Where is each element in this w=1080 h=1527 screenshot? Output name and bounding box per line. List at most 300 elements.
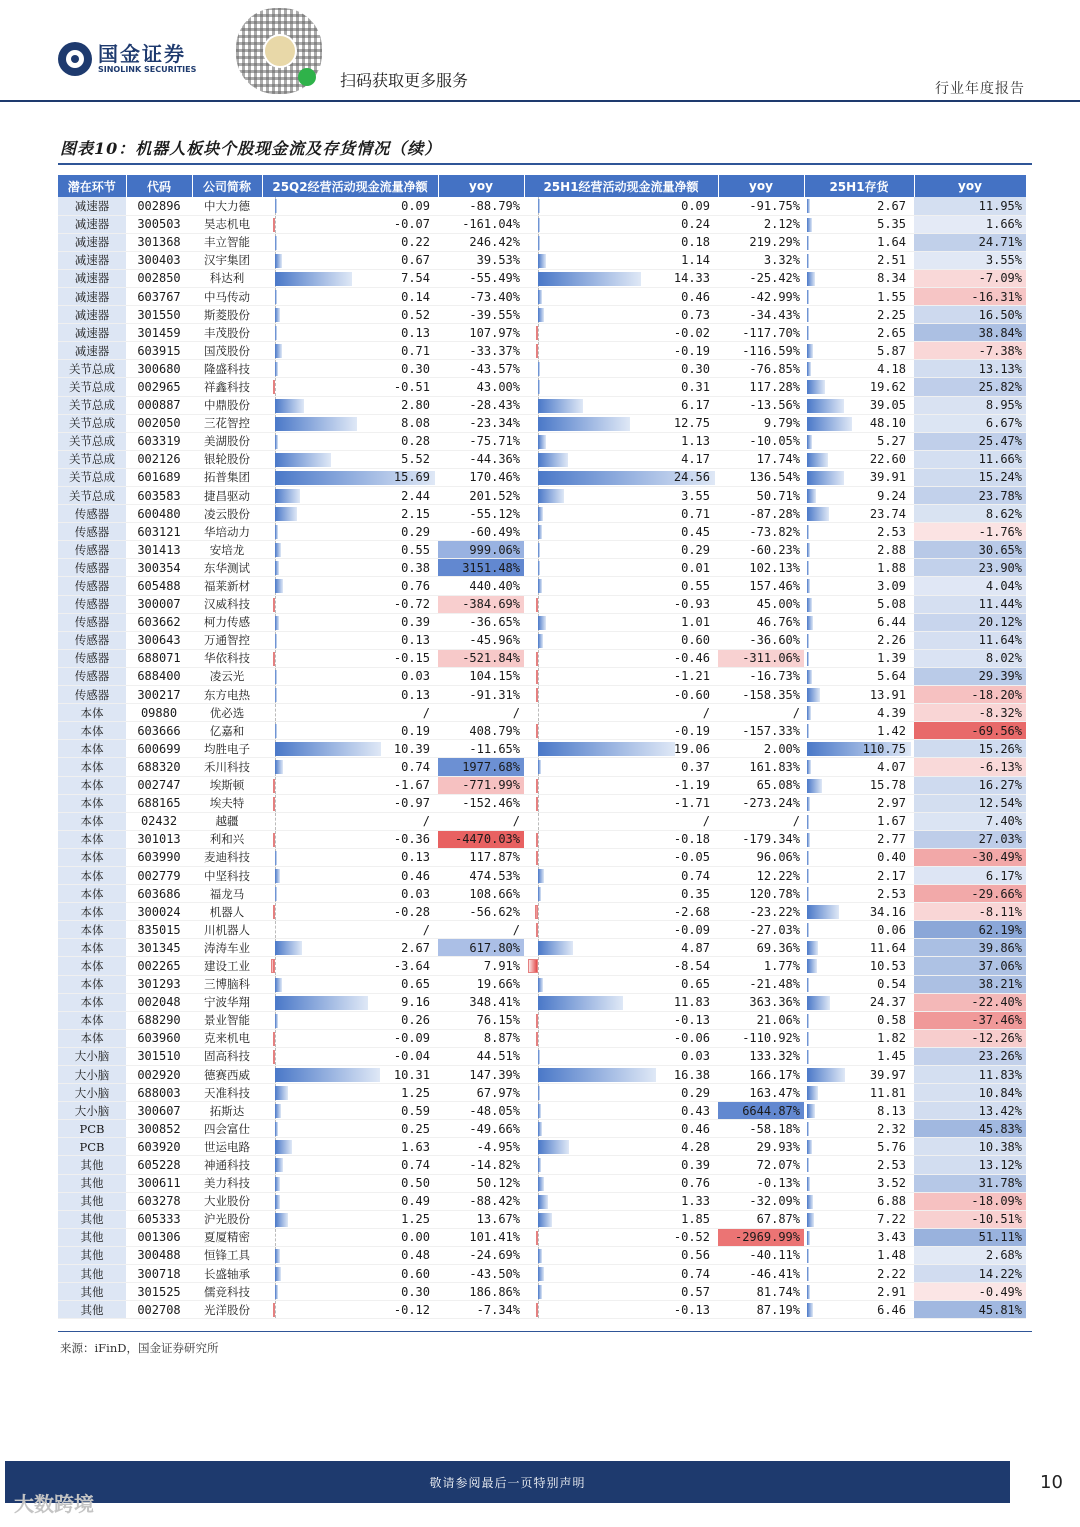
h1-yoy-cell: 65.08%	[718, 776, 804, 794]
cell-value: 8.34	[877, 271, 906, 286]
cell-value: 23.74	[869, 506, 906, 521]
header-divider	[0, 100, 1080, 102]
code-cell: 603990	[126, 848, 192, 866]
h1-cashflow-cell	[524, 686, 718, 704]
h1-yoy-cell: -25.42%	[718, 269, 804, 287]
code-cell: 000887	[126, 396, 192, 414]
code-cell: 300024	[126, 903, 192, 921]
positive-bar	[538, 1177, 543, 1191]
table-row	[58, 396, 1026, 414]
h1-yoy-cell: /	[718, 812, 804, 830]
column-header-3: 25Q2经营活动现金流量净额	[262, 175, 438, 197]
segment-cell: 传感器	[58, 523, 126, 541]
code-cell: 301345	[126, 939, 192, 957]
h1-yoy-cell: -13.56%	[718, 396, 804, 414]
segment-cell: 本体	[58, 957, 126, 975]
cell-value: 0.74	[681, 868, 710, 883]
cell-value: 2.25	[877, 307, 906, 322]
q2-yoy-cell: /	[438, 921, 524, 939]
negative-bar	[273, 779, 275, 793]
q2-yoy-cell: 117.87%	[438, 848, 524, 866]
company-cell: 凌云股份	[192, 505, 262, 523]
positive-bar	[807, 688, 820, 702]
code-cell: 603960	[126, 1029, 192, 1047]
inventory-cell	[804, 993, 914, 1011]
positive-bar	[275, 254, 282, 268]
segment-cell: 关节总成	[58, 450, 126, 468]
cell-value: 39.97	[869, 1067, 906, 1082]
inventory-cell	[804, 1265, 914, 1283]
inventory-cell	[804, 631, 914, 649]
cell-value: 0.40	[877, 850, 906, 865]
bar-axis	[275, 1048, 276, 1065]
cell-value: 2.77	[877, 832, 906, 847]
code-cell: 002048	[126, 993, 192, 1011]
q2-cashflow-cell	[262, 1156, 438, 1174]
company-cell: 景业智能	[192, 1011, 262, 1029]
code-cell: 603915	[126, 342, 192, 360]
positive-bar	[538, 543, 540, 557]
cell-value: 0.13	[401, 850, 430, 865]
code-cell: 300643	[126, 631, 192, 649]
positive-bar	[807, 959, 817, 973]
table-row	[58, 812, 1026, 830]
cell-value: 15.69	[393, 470, 430, 485]
positive-bar	[275, 435, 278, 449]
positive-bar	[807, 833, 810, 847]
code-cell: 601689	[126, 468, 192, 486]
table-row	[58, 1084, 1026, 1102]
cell-value: 5.87	[877, 343, 906, 358]
q2-yoy-cell: 8.87%	[438, 1029, 524, 1047]
inventory-cell	[804, 523, 914, 541]
h1-cashflow-cell	[524, 993, 718, 1011]
positive-bar	[807, 1213, 814, 1227]
cell-value: 2.22	[877, 1266, 906, 1281]
h1-yoy-cell: 3.32%	[718, 251, 804, 269]
table-row	[58, 993, 1026, 1011]
inventory-yoy-cell: 37.06%	[914, 957, 1026, 975]
q2-yoy-cell: -36.65%	[438, 613, 524, 631]
inventory-cell	[804, 251, 914, 269]
company-cell: 祥鑫科技	[192, 378, 262, 396]
inventory-yoy-cell: 13.42%	[914, 1102, 1026, 1120]
positive-bar	[807, 1050, 809, 1064]
positive-bar	[538, 561, 540, 575]
cell-value: 0.46	[681, 1121, 710, 1136]
cell-value: 1.82	[877, 1031, 906, 1046]
q2-cashflow-cell	[262, 1210, 438, 1228]
h1-yoy-cell: 133.32%	[718, 1047, 804, 1065]
cell-value: -0.12	[393, 1302, 430, 1317]
company-cell: 越疆	[192, 812, 262, 830]
cell-value: -0.15	[393, 651, 430, 666]
q2-yoy-cell: /	[438, 704, 524, 722]
positive-bar	[807, 236, 809, 250]
bar-axis	[538, 921, 539, 938]
q2-cashflow-cell	[262, 794, 438, 812]
company-cell: 中马传动	[192, 287, 262, 305]
h1-cashflow-cell	[524, 1066, 718, 1084]
negative-bar	[273, 598, 275, 612]
table-row	[58, 631, 1026, 649]
h1-yoy-cell: -16.73%	[718, 667, 804, 685]
code-cell: 001306	[126, 1228, 192, 1246]
company-cell: 美力科技	[192, 1174, 262, 1192]
negative-bar	[273, 1032, 275, 1046]
positive-bar	[807, 507, 829, 521]
cell-value: 0.03	[401, 669, 430, 684]
inventory-yoy-cell: 51.11%	[914, 1228, 1026, 1246]
positive-bar	[807, 851, 809, 865]
negative-bar	[273, 833, 275, 847]
segment-cell: 其他	[58, 1265, 126, 1283]
positive-bar	[538, 1122, 541, 1136]
table-row	[58, 667, 1026, 685]
bar-axis	[538, 777, 539, 794]
h1-cashflow-cell	[524, 1102, 718, 1120]
code-cell: 301413	[126, 541, 192, 559]
cell-value: -0.46	[673, 651, 710, 666]
inventory-yoy-cell: -22.40%	[914, 993, 1026, 1011]
cell-value: 7.22	[877, 1212, 906, 1227]
h1-cashflow-cell	[524, 830, 718, 848]
cell-value: /	[422, 705, 430, 720]
positive-bar	[275, 760, 283, 774]
cell-value: 9.16	[401, 995, 430, 1010]
q2-cashflow-cell	[262, 360, 438, 378]
h1-cashflow-cell	[524, 577, 718, 595]
positive-bar	[807, 1285, 810, 1299]
cell-value: 0.30	[401, 361, 430, 376]
q2-cashflow-cell	[262, 1301, 438, 1319]
q2-cashflow-cell	[262, 1047, 438, 1065]
cell-value: 0.30	[401, 1284, 430, 1299]
negative-bar	[273, 218, 275, 232]
inventory-yoy-cell: 4.04%	[914, 577, 1026, 595]
h1-yoy-cell: -179.34%	[718, 830, 804, 848]
q2-yoy-cell: 104.15%	[438, 667, 524, 685]
q2-yoy-cell: -75.71%	[438, 432, 524, 450]
segment-cell: 本体	[58, 1011, 126, 1029]
cell-value: 0.09	[681, 198, 710, 213]
negative-bar	[536, 326, 538, 340]
q2-cashflow-cell	[262, 396, 438, 414]
negative-bar	[536, 1303, 538, 1317]
q2-cashflow-cell	[262, 1011, 438, 1029]
company-cell: 大业股份	[192, 1192, 262, 1210]
positive-bar	[538, 308, 543, 322]
inventory-yoy-cell: 6.67%	[914, 414, 1026, 432]
inventory-yoy-cell: 45.81%	[914, 1301, 1026, 1319]
cell-value: 0.74	[401, 759, 430, 774]
positive-bar	[538, 579, 542, 593]
positive-bar	[275, 543, 281, 557]
scan-prompt: 扫码获取更多服务	[340, 71, 469, 90]
cell-value: 4.28	[681, 1139, 710, 1154]
inventory-cell	[804, 1047, 914, 1065]
q2-yoy-cell: 107.97%	[438, 324, 524, 342]
negative-bar	[536, 1014, 538, 1028]
positive-bar	[807, 362, 811, 376]
cell-value: 2.91	[877, 1284, 906, 1299]
positive-bar	[807, 616, 813, 630]
h1-yoy-cell: -157.33%	[718, 722, 804, 740]
inventory-yoy-cell: 12.54%	[914, 794, 1026, 812]
segment-cell: 减速器	[58, 251, 126, 269]
positive-bar	[538, 290, 541, 304]
cell-value: 1.67	[877, 814, 906, 829]
cell-value: 16.38	[673, 1067, 710, 1082]
cell-value: /	[422, 814, 430, 829]
cell-value: 39.05	[869, 398, 906, 413]
positive-bar	[538, 417, 630, 431]
positive-bar	[538, 435, 546, 449]
cell-value: 1.39	[877, 651, 906, 666]
cell-value: 0.71	[401, 343, 430, 358]
table-row	[58, 1283, 1026, 1301]
cell-value: 0.57	[681, 1284, 710, 1299]
inventory-cell	[804, 740, 914, 758]
company-cell: 建设工业	[192, 957, 262, 975]
company-cell: 世运电路	[192, 1138, 262, 1156]
segment-cell: 本体	[58, 939, 126, 957]
segment-cell: 减速器	[58, 215, 126, 233]
h1-yoy-cell: -42.99%	[718, 287, 804, 305]
h1-cashflow-cell	[524, 396, 718, 414]
cell-value: -0.06	[673, 1031, 710, 1046]
cell-value: 6.17	[681, 398, 710, 413]
segment-cell: 关节总成	[58, 432, 126, 450]
table-row	[58, 613, 1026, 631]
cell-value: 1.01	[681, 615, 710, 630]
cell-value: /	[422, 922, 430, 937]
q2-yoy-cell: -4470.03%	[438, 830, 524, 848]
inventory-yoy-cell: -37.46%	[914, 1011, 1026, 1029]
positive-bar	[807, 579, 810, 593]
negative-bar	[528, 959, 539, 973]
cell-value: 0.50	[401, 1176, 430, 1191]
inventory-yoy-cell: 11.83%	[914, 1066, 1026, 1084]
cell-value: 0.74	[681, 1266, 710, 1281]
h1-yoy-cell: -273.24%	[718, 794, 804, 812]
company-cell: 亿嘉和	[192, 722, 262, 740]
q2-yoy-cell: -771.99%	[438, 776, 524, 794]
code-cell: 002747	[126, 776, 192, 794]
positive-bar	[538, 742, 675, 756]
negative-bar	[536, 598, 538, 612]
segment-cell: 本体	[58, 776, 126, 794]
code-cell: 301510	[126, 1047, 192, 1065]
q2-cashflow-cell	[262, 812, 438, 830]
inventory-cell	[804, 505, 914, 523]
q2-yoy-cell: 201.52%	[438, 487, 524, 505]
positive-bar	[807, 344, 813, 358]
bar-axis	[275, 903, 276, 920]
cell-value: 0.14	[401, 289, 430, 304]
q2-cashflow-cell	[262, 215, 438, 233]
inventory-cell	[804, 613, 914, 631]
segment-cell: 传感器	[58, 686, 126, 704]
company-cell: 涛涛车业	[192, 939, 262, 957]
bar-axis	[275, 777, 276, 794]
code-cell: 603920	[126, 1138, 192, 1156]
cell-value: -8.54	[673, 958, 710, 973]
bar-axis	[538, 342, 539, 359]
positive-bar	[275, 417, 357, 431]
positive-bar	[275, 1140, 292, 1154]
inventory-yoy-cell: -69.56%	[914, 722, 1026, 740]
h1-cashflow-cell	[524, 215, 718, 233]
code-cell: 301550	[126, 306, 192, 324]
company-cell: 麦迪科技	[192, 848, 262, 866]
inventory-yoy-cell: 11.95%	[914, 197, 1026, 215]
company-cell: 汉威科技	[192, 595, 262, 613]
q2-yoy-cell: 474.53%	[438, 866, 524, 884]
inventory-cell	[804, 1029, 914, 1047]
positive-bar	[538, 1267, 543, 1281]
inventory-cell	[804, 287, 914, 305]
code-cell: 835015	[126, 921, 192, 939]
h1-yoy-cell: 21.06%	[718, 1011, 804, 1029]
cell-value: 0.37	[681, 759, 710, 774]
code-cell: 603662	[126, 613, 192, 631]
positive-bar	[275, 344, 282, 358]
positive-bar	[807, 1032, 809, 1046]
positive-bar	[807, 417, 852, 431]
code-cell: 300403	[126, 251, 192, 269]
table-row	[58, 324, 1026, 342]
company-cell: 华依科技	[192, 649, 262, 667]
cell-value: 19.62	[869, 379, 906, 394]
positive-bar	[275, 1122, 278, 1136]
positive-bar	[538, 1195, 548, 1209]
cell-value: -0.36	[393, 832, 430, 847]
table-row	[58, 287, 1026, 305]
cell-value: 0.76	[681, 1176, 710, 1191]
positive-bar	[538, 453, 568, 467]
table-row	[58, 342, 1026, 360]
positive-bar	[538, 199, 540, 213]
q2-yoy-cell: 67.97%	[438, 1084, 524, 1102]
positive-bar	[807, 272, 815, 286]
company-cell: 中鼎股份	[192, 396, 262, 414]
q2-yoy-cell: -56.62%	[438, 903, 524, 921]
q2-cashflow-cell	[262, 921, 438, 939]
h1-yoy-cell: 69.36%	[718, 939, 804, 957]
q2-yoy-cell: 186.86%	[438, 1283, 524, 1301]
footer-disclaimer[interactable]: 敬请参阅最后一页特别声明	[429, 1476, 586, 1490]
q2-yoy-cell: -39.55%	[438, 306, 524, 324]
positive-bar	[538, 996, 623, 1010]
code-cell: 301293	[126, 975, 192, 993]
cell-value: 3.09	[877, 579, 906, 594]
cell-value: 0.13	[401, 633, 430, 648]
positive-bar	[538, 362, 540, 376]
company-cell: 三博脑科	[192, 975, 262, 993]
q2-cashflow-cell	[262, 975, 438, 993]
positive-bar	[275, 1213, 288, 1227]
positive-bar	[275, 236, 277, 250]
cell-value: 0.43	[681, 1103, 710, 1118]
code-cell: 301013	[126, 830, 192, 848]
h1-cashflow-cell	[524, 667, 718, 685]
source-note: 来源：iFinD，国金证券研究所	[60, 1341, 219, 1355]
inventory-yoy-cell: -8.11%	[914, 903, 1026, 921]
inventory-cell	[804, 360, 914, 378]
q2-cashflow-cell	[262, 414, 438, 432]
cell-value: 0.09	[401, 198, 430, 213]
company-cell: 拓斯达	[192, 1102, 262, 1120]
positive-bar	[275, 1285, 278, 1299]
positive-bar	[538, 887, 541, 901]
q2-cashflow-cell	[262, 830, 438, 848]
h1-cashflow-cell	[524, 1301, 718, 1319]
q2-cashflow-cell	[262, 1174, 438, 1192]
h1-yoy-cell: /	[718, 704, 804, 722]
h1-cashflow-cell	[524, 1029, 718, 1047]
inventory-yoy-cell: -29.66%	[914, 885, 1026, 903]
h1-yoy-cell: -117.70%	[718, 324, 804, 342]
table-row	[58, 306, 1026, 324]
q2-cashflow-cell	[262, 1084, 438, 1102]
company-cell: 沪光股份	[192, 1210, 262, 1228]
segment-cell: 本体	[58, 993, 126, 1011]
inventory-yoy-cell: 38.84%	[914, 324, 1026, 342]
bar-axis	[275, 1229, 276, 1246]
h1-cashflow-cell	[524, 758, 718, 776]
cell-value: 0.22	[401, 235, 430, 250]
inventory-cell	[804, 903, 914, 921]
segment-cell: 本体	[58, 975, 126, 993]
table-row	[58, 758, 1026, 776]
h1-yoy-cell: -311.06%	[718, 649, 804, 667]
inventory-yoy-cell: 25.47%	[914, 432, 1026, 450]
h1-yoy-cell: 72.07%	[718, 1156, 804, 1174]
bar-axis	[275, 957, 276, 974]
negative-bar	[271, 959, 275, 973]
segment-cell: 传感器	[58, 559, 126, 577]
inventory-cell	[804, 342, 914, 360]
inventory-yoy-cell: 10.38%	[914, 1138, 1026, 1156]
positive-bar	[275, 489, 300, 503]
positive-bar	[275, 272, 352, 286]
h1-cashflow-cell	[524, 1120, 718, 1138]
inventory-yoy-cell: 62.19%	[914, 921, 1026, 939]
bar-axis	[538, 795, 539, 812]
cell-value: 0.39	[401, 615, 430, 630]
cell-value: 10.31	[393, 1067, 430, 1082]
code-cell: 603121	[126, 523, 192, 541]
inventory-cell	[804, 1066, 914, 1084]
h1-yoy-cell: 81.74%	[718, 1283, 804, 1301]
q2-yoy-cell: 147.39%	[438, 1066, 524, 1084]
positive-bar	[275, 887, 277, 901]
inventory-yoy-cell: 1.66%	[914, 215, 1026, 233]
negative-bar	[536, 923, 538, 937]
cell-value: 48.10	[869, 416, 906, 431]
positive-bar	[275, 996, 368, 1010]
inventory-cell	[804, 324, 914, 342]
cell-value: 0.25	[401, 1121, 430, 1136]
positive-bar	[538, 941, 573, 955]
q2-cashflow-cell	[262, 957, 438, 975]
positive-bar	[807, 706, 811, 720]
q2-cashflow-cell	[262, 233, 438, 251]
positive-bar	[807, 199, 810, 213]
table-row	[58, 432, 1026, 450]
q2-yoy-cell: -161.04%	[438, 215, 524, 233]
